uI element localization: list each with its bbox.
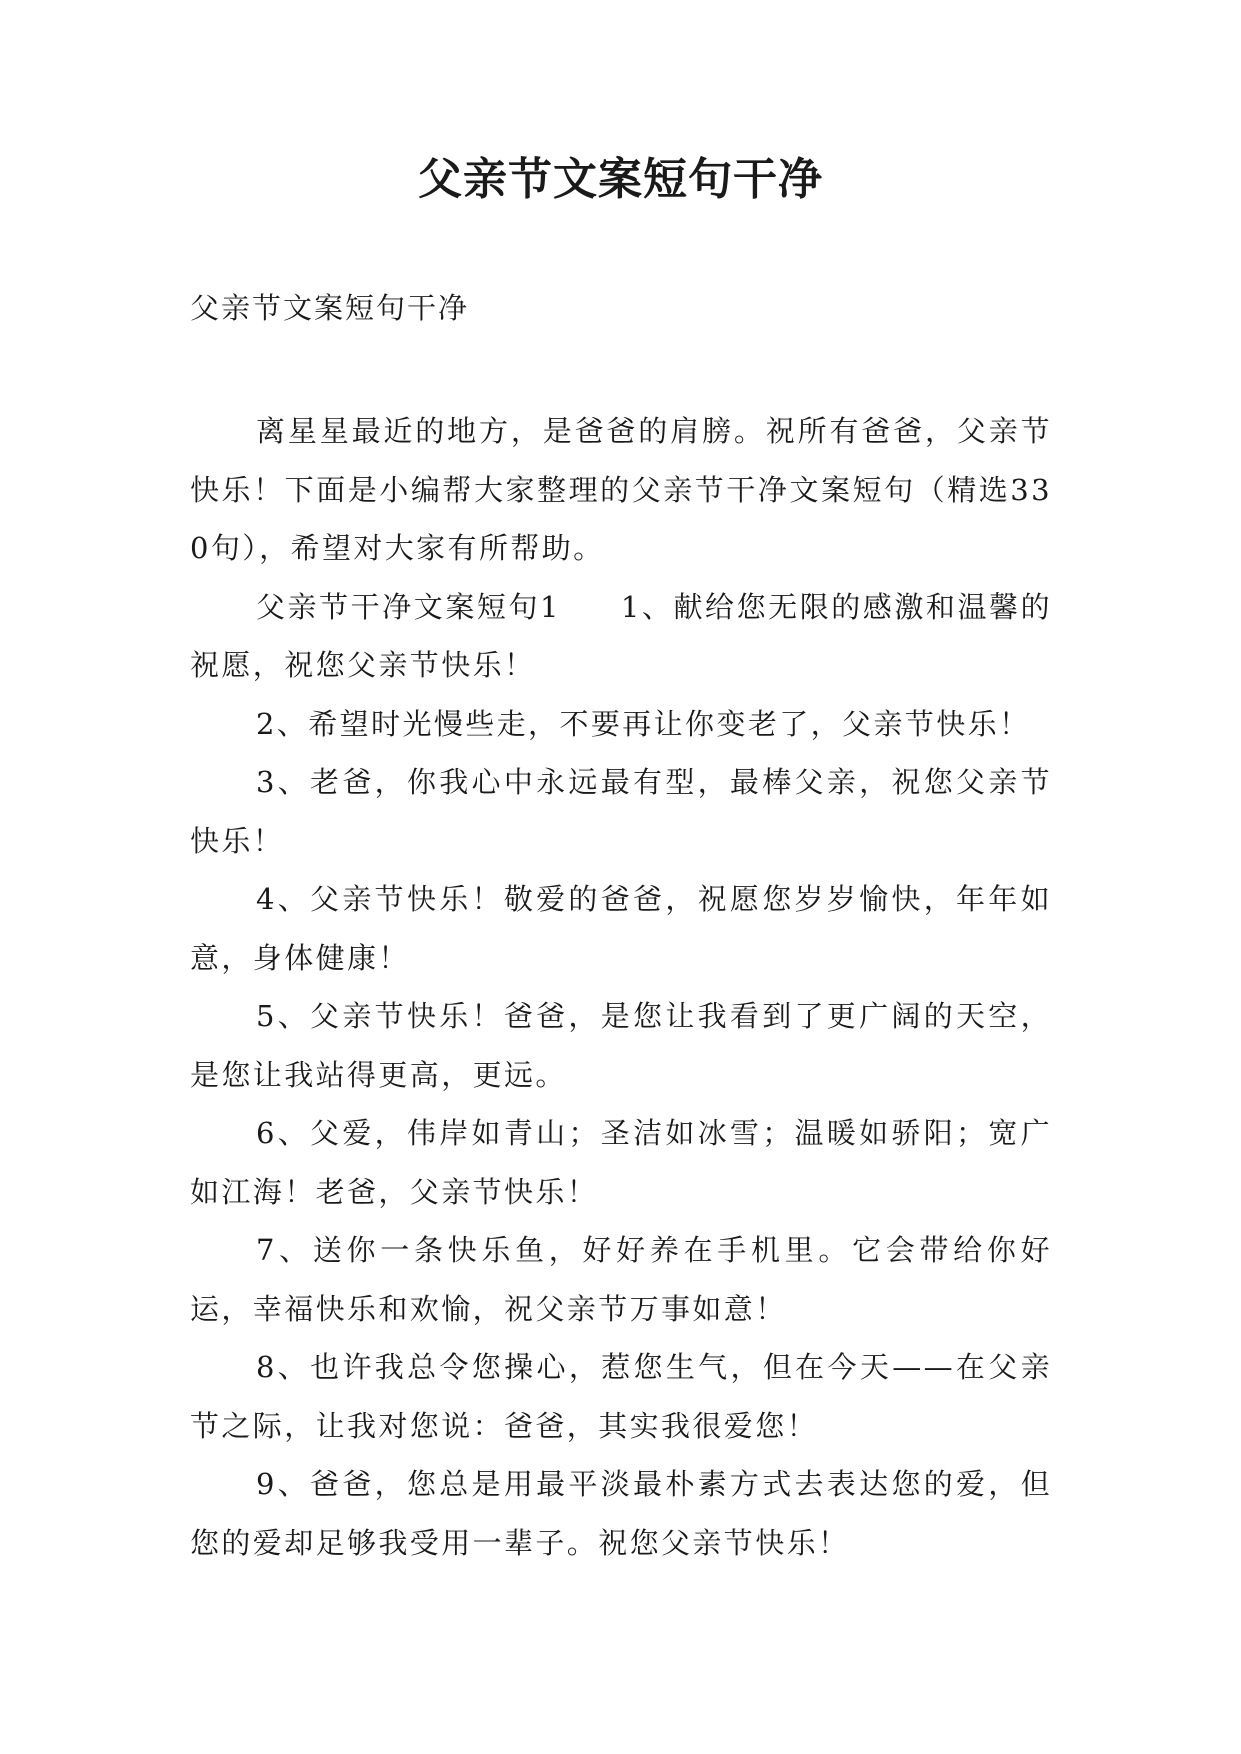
item-paragraph-7: 7、送你一条快乐鱼，好好养在手机里。它会带给你好运，幸福快乐和欢愉，祝父亲节万事如意！ [190,1233,1052,1326]
document-body [190,402,1052,1572]
item-paragraph-2: 2、希望时光慢些走，不要再让你变老了，父亲节快乐！ [256,706,1031,741]
item-paragraph-8: 8、也许我总令您操心，惹您生气，但在今天——在父亲节之际，让我对您说：爸爸，其实我很爱您！ [190,1350,1052,1443]
item-paragraph-5: 5、父亲节快乐！爸爸，是您让我看到了更广阔的天空，是您让我站得更高，更远。 [190,999,1052,1092]
item-paragraph-1 [190,578,1052,695]
item-paragraph-4: 4、父亲节快乐！敬爱的爸爸，祝愿您岁岁愉快，年年如意，身体健康！ [190,882,1052,975]
item-paragraph-9: 9、爸爸，您总是用最平淡最朴素方式去表达您的爱，但您的爱却足够我受用一辈子。祝您父亲节快乐！ [190,1467,1052,1560]
document-title: 父亲节文案短句干净 [418,154,823,205]
document-subtitle: 父亲节文案短句干净 [190,291,470,325]
item-paragraph-6: 6、父爱，伟岸如青山；圣洁如冰雪；温暖如骄阳；宽广如江海！老爸，父亲节快乐！ [190,1116,1052,1209]
section-heading: 父亲节干净文案短句1 [256,589,561,624]
item-text-1: 1、献给您无限的感激和温馨的祝愿，祝您父亲节快乐！ [190,589,1053,682]
item-paragraph-3: 3、老爸，你我心中永远最有型，最棒父亲，祝您父亲节快乐！ [190,765,1052,858]
intro-paragraph: 离星星最近的地方，是爸爸的肩膀。祝所有爸爸，父亲节快乐！下面是小编帮大家整理的父亲节干净文案短句（精选330句），希望对大家有所帮助。 [190,414,1052,565]
